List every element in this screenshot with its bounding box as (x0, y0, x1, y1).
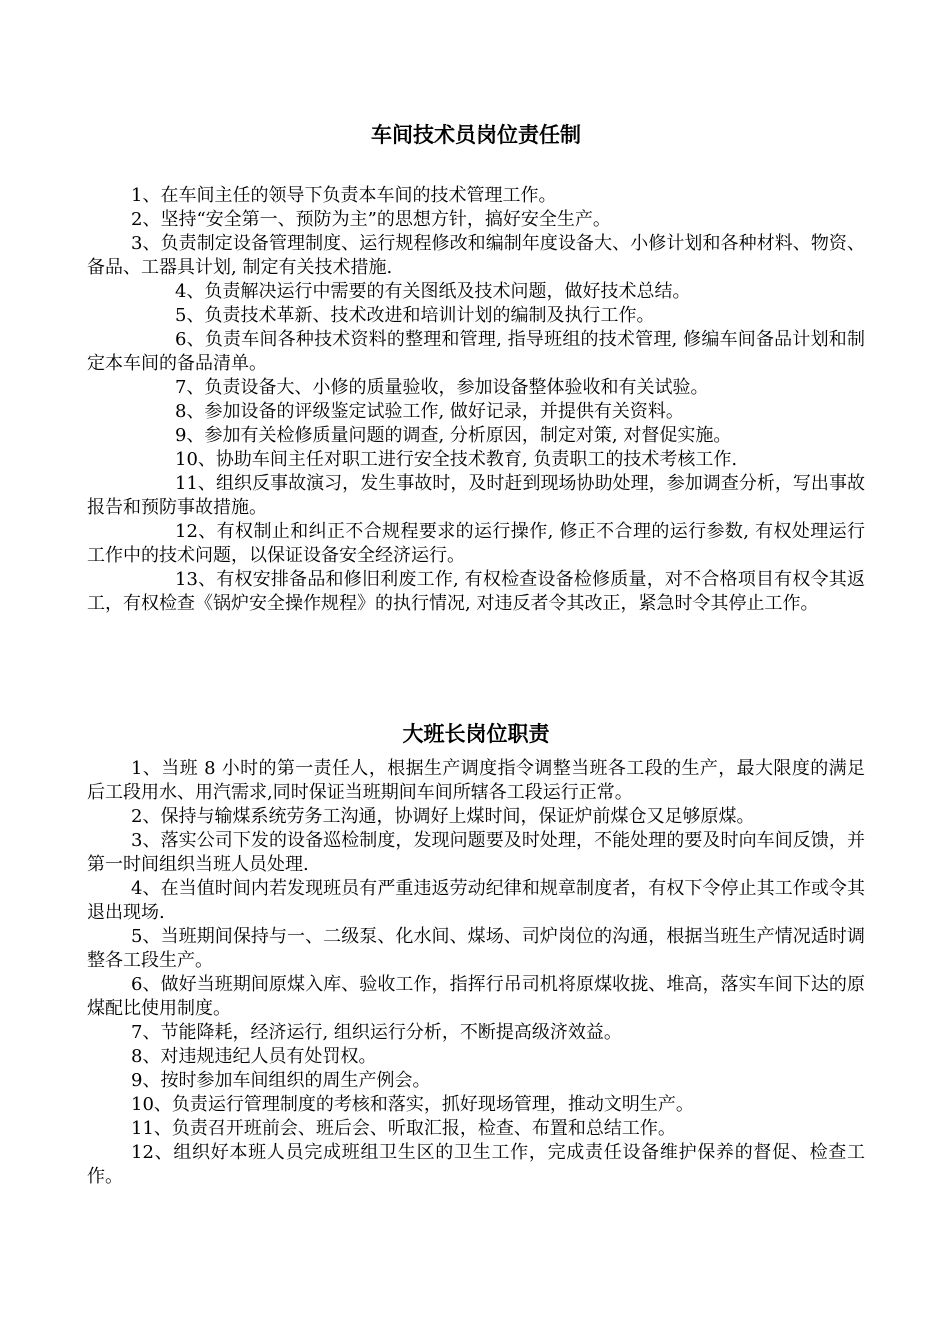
paragraph: 5、当班期间保持与一、二级泵、化水间、煤场、司炉岗位的沟通，根据当班生产情况适时调整各工段生产。 (87, 926, 865, 971)
paragraph: 9、按时参加车间组织的周生产例会。 (131, 1070, 431, 1091)
section-title: 车间技术员岗位责任制 (371, 122, 581, 147)
paragraph: 3、负责制定设备管理制度、运行规程修改和编制年度设备大、小修计划和各种材料、物资、备品、工器具计划, 制定有关技术措施. (87, 233, 865, 278)
section-shift-leader-duties (87, 719, 865, 1189)
paragraph: 8、对违规违纪人员有处罚权。 (131, 1046, 377, 1067)
paragraph: 9、参加有关检修质量问题的调查, 分析原因，制定对策, 对督促实施。 (175, 425, 732, 446)
paragraph: 11、组织反事故演习，发生事故时，及时赶到现场协助处理，参加调查分析，写出事故报告和预防事故措施。 (87, 473, 865, 518)
section-technician-duties (87, 120, 865, 616)
paragraph: 4、在当值时间内若发现班员有严重违返劳动纪律和规章制度者，有权下令停止其工作或令其退出现场. (87, 878, 865, 923)
paragraph: 2、坚持“安全第一、预防为主”的思想方针，搞好安全生产。 (131, 209, 611, 230)
paragraph: 8、参加设备的评级鉴定试验工作, 做好记录，并提供有关资料。 (175, 401, 684, 422)
paragraph: 2、保持与输煤系统劳务工沟通，协调好上煤时间，保证炉前煤仓又足够原煤。 (131, 806, 755, 827)
paragraph: 10、协助车间主任对职工进行安全技术教育, 负责职工的技术考核工作. (175, 449, 738, 470)
paragraph: 12、组织好本班人员完成班组卫生区的卫生工作，完成责任设备维护保养的督促、检查工作。 (87, 1142, 865, 1187)
paragraph: 6、做好当班期间原煤入库、验收工作，指挥行吊司机将原煤收拢、堆高，落实车间下达的原煤配比使用制度。 (87, 974, 865, 1019)
paragraph: 5、负责技术革新、技术改进和培训计划的编制及执行工作。 (175, 305, 655, 326)
paragraph: 7、负责设备大、小修的质量验收，参加设备整体验收和有关试验。 (175, 377, 709, 398)
paragraph: 1、在车间主任的领导下负责本车间的技术管理工作。 (131, 185, 557, 206)
paragraph: 10、负责运行管理制度的考核和落实，抓好现场管理，推动文明生产。 (131, 1094, 694, 1115)
paragraph: 13、有权安排备品和修旧利废工作, 有权检查设备检修质量，对不合格项目有权令其返工，有权检查《锅炉安全操作规程》的执行情况, 对违反者令其改正，紧急时令其停止工作。 (87, 569, 865, 614)
paragraph: 3、落实公司下发的设备巡检制度，发现问题要及时处理，不能处理的要及时向车间反馈，并第一时间组织当班人员处理. (87, 830, 865, 875)
section-title: 大班长岗位职责 (402, 721, 550, 746)
paragraph: 7、节能降耗，经济运行, 组织运行分析，不断提高级济效益。 (131, 1022, 622, 1043)
paragraph: 1、当班 8 小时的第一责任人，根据生产调度指令调整当班各工段的生产，最大限度的满足后工段用水、用汽需求,同时保证当班期间车间所辖各工段运行正常。 (87, 758, 865, 803)
paragraph: 6、负责车间各种技术资料的整理和管理, 指导班组的技术管理, 修编车间备品计划和制定本车间的备品清单。 (87, 329, 865, 374)
paragraph: 12、有权制止和纠正不合规程要求的运行操作, 修正不合理的运行参数, 有权处理运行工作中的技术问题，以保证设备安全经济运行。 (87, 521, 865, 566)
paragraph: 4、负责解决运行中需要的有关图纸及技术问题，做好技术总结。 (175, 281, 691, 302)
paragraph: 11、负责召开班前会、班后会、听取汇报，检查、布置和总结工作。 (131, 1118, 676, 1139)
